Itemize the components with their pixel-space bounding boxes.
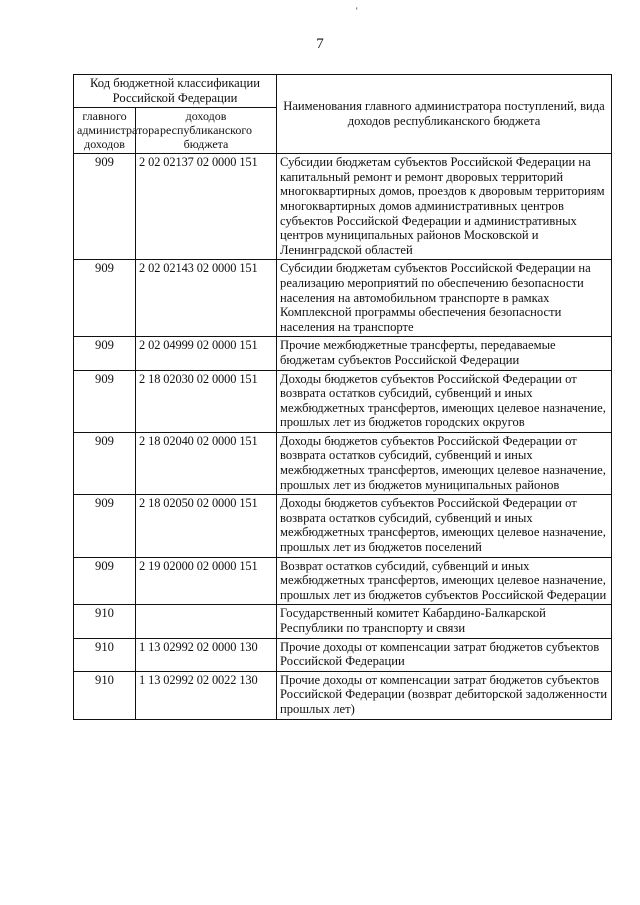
cell-admin: 909 [74, 337, 136, 370]
table-row [74, 671, 612, 719]
table-header [74, 75, 612, 154]
cell-name: Доходы бюджетов субъектов Российской Федерации от возврата остатков субсидий, субвенций и иных межбюджетных трансфертов, имеющих целевое назначение, прошлых лет из бюджетов городских округов [277, 370, 612, 432]
cell-admin: 909 [74, 370, 136, 432]
cell-code: 2 19 02000 02 0000 151 [136, 557, 277, 605]
cell-code: 2 02 02137 02 0000 151 [136, 154, 277, 260]
cell-name: Возврат остатков субсидий, субвенций и иных межбюджетных трансфертов, имеющих целевое назначение, прошлых лет из бюджетов субъектов Российской Федерации [277, 557, 612, 605]
header-admin: главного администратора доходов [74, 108, 136, 154]
cell-admin: 909 [74, 154, 136, 260]
cell-code: 1 13 02992 02 0022 130 [136, 671, 277, 719]
cell-name: Доходы бюджетов субъектов Российской Федерации от возврата остатков субсидий, субвенций и иных межбюджетных трансфертов, имеющих целевое назначение, прошлых лет из бюджетов поселений [277, 495, 612, 557]
header-name: Наименования главного администратора поступлений, вида доходов республиканского бюджета [277, 75, 612, 154]
cell-code: 1 13 02992 02 0000 130 [136, 638, 277, 671]
cell-name: Субсидии бюджетам субъектов Российской Федерации на реализацию мероприятий по обеспечению безопасности населения на автомобильном транспорте в рамках Комплексной программы обеспечения безопасности населения на транспорте [277, 260, 612, 337]
header-revenue-code: доходов республиканского бюджета [136, 108, 277, 154]
cell-code: 2 02 02143 02 0000 151 [136, 260, 277, 337]
table-row [74, 557, 612, 605]
table-body [74, 154, 612, 719]
table-row [74, 605, 612, 638]
page-number: 7 [316, 36, 324, 52]
cell-name: Государственный комитет Кабардино-Балкарской Республики по транспорту и связи [277, 605, 612, 638]
table-row [74, 260, 612, 337]
cell-admin: 909 [74, 557, 136, 605]
cell-admin: 909 [74, 495, 136, 557]
cell-admin: 910 [74, 638, 136, 671]
cell-name: Прочие доходы от компенсации затрат бюджетов субъектов Российской Федерации [277, 638, 612, 671]
cell-name: Прочие доходы от компенсации затрат бюджетов субъектов Российской Федерации (возврат дебиторской задолженности прошлых лет) [277, 671, 612, 719]
cell-admin: 909 [74, 260, 136, 337]
cell-code: 2 18 02050 02 0000 151 [136, 495, 277, 557]
table-row [74, 495, 612, 557]
cell-code [136, 605, 277, 638]
cell-code: 2 18 02040 02 0000 151 [136, 432, 277, 494]
cell-admin: 910 [74, 671, 136, 719]
scan-mark: ' [356, 6, 358, 16]
header-row-top [74, 75, 612, 108]
cell-admin: 909 [74, 432, 136, 494]
cell-code: 2 18 02030 02 0000 151 [136, 370, 277, 432]
cell-name: Доходы бюджетов субъектов Российской Федерации от возврата остатков субсидий, субвенций и иных межбюджетных трансфертов, имеющих целевое назначение, прошлых лет из бюджетов муниципальных районов [277, 432, 612, 494]
header-classification-code: Код бюджетной классификации Российской Федерации [74, 75, 277, 108]
table-row [74, 370, 612, 432]
table-row [74, 337, 612, 370]
cell-admin: 910 [74, 605, 136, 638]
cell-name: Субсидии бюджетам субъектов Российской Федерации на капитальный ремонт и ремонт дворовых территорий многоквартирных домов, проездов к дворовым территориям многоквартирных домов административных центров субъектов Российской Федерации и административных центров муниципальных районов Московской и Ленинградской областей [277, 154, 612, 260]
cell-code: 2 02 04999 02 0000 151 [136, 337, 277, 370]
table-row [74, 638, 612, 671]
table-row [74, 432, 612, 494]
budget-classification-table [73, 74, 612, 720]
cell-name: Прочие межбюджетные трансферты, передаваемые бюджетам субъектов Российской Федерации [277, 337, 612, 370]
table-row [74, 154, 612, 260]
